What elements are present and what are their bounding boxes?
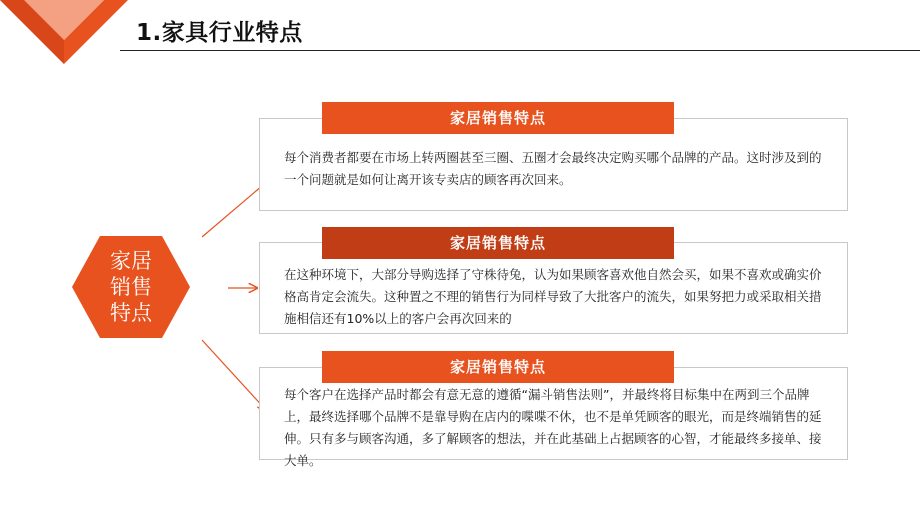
center-label-line: 销售 (110, 275, 152, 299)
card-2-text: 在这种环境下，大部分导购选择了守株待兔，认为如果顾客喜欢他自然会买，如果不喜欢或确实价格高肯定会流失。这种置之不理的销售行为同样导致了大批客户的流失，如果努把力或采取相关措施相信还有10%以上的客户会再次回来的 (284, 267, 822, 326)
card-1-text: 每个消费者都要在市场上转两圈甚至三圈、五圈才会最终决定购买哪个品牌的产品。这时涉及到的一个问题就是如何让离开该专卖店的顾客再次回来。 (284, 150, 822, 187)
card-2-tag: 家居销售特点 (322, 227, 674, 259)
card-3-tag: 家居销售特点 (322, 351, 674, 383)
card-3-text: 每个客户在选择产品时都会有意无意的遵循“漏斗销售法则”，并最终将目标集中在两到三个品牌上，最终选择哪个品牌不是靠导购在店内的喋喋不休，也不是单凭顾客的眼光，而是终端销售的延伸。只有多与顾客沟通，多了解顾客的想法，并在此基础上占据顾客的心智，才能最终多接单、接大单。 (284, 387, 822, 468)
center-label-line: 家居 (110, 249, 152, 273)
center-label-line: 特点 (110, 301, 152, 325)
card-1-tag: 家居销售特点 (322, 102, 674, 134)
page-title: 1.家具行业特点 (136, 20, 303, 46)
arrow-bottom (202, 340, 266, 410)
